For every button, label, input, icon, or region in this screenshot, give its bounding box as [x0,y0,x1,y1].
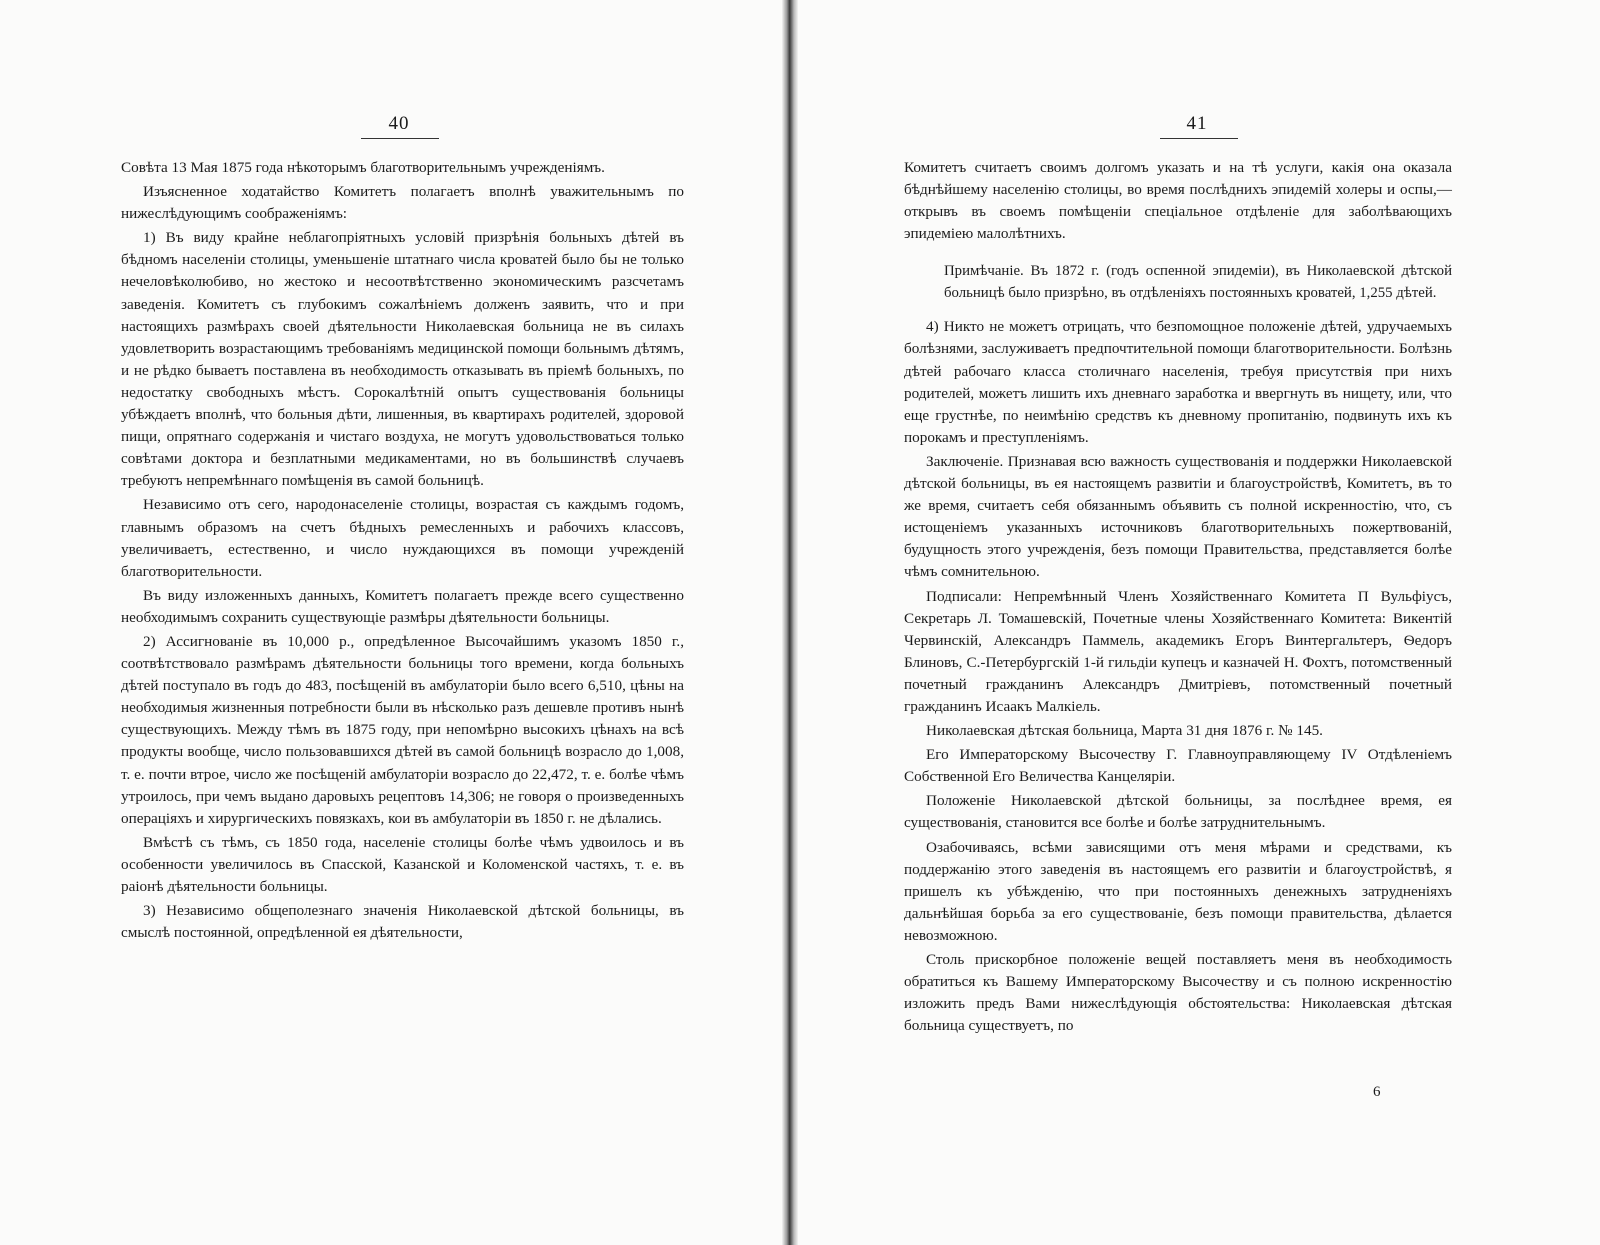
paragraph: Независимо отъ сего, народонаселеніе столицы, возрастая съ каждымъ годомъ, главнымъ образомъ на счетъ бѣдныхъ ремесленныхъ и рабочихъ классовъ, увеличиваетъ, естественно, и число нуждающихся въ помощи учрежденій благотворительности. [121,496,684,580]
paragraph: Положеніе Николаевской дѣтской больницы, за послѣднее время, ея существованія, становится все болѣе и болѣе затруднительнымъ. [904,792,1452,832]
right-page-text [904,157,1452,1039]
page-number-left: 40 [388,113,410,134]
signature-mark: 6 [1373,1084,1381,1100]
paragraph: Николаевская дѣтская больница, Марта 31 дня 1876 г. № 145. [926,722,1323,740]
page-number-right: 41 [1186,113,1208,134]
footnote-remark: Примѣчаніе. Въ 1872 г. (годъ оспенной эпидеміи), въ Николаевской дѣтской больницѣ было призрѣно, въ отдѣленіяхъ постоянныхъ кроватей, 1,255 дѣтей. [944,263,1452,301]
paragraph: Столь прискорбное положеніе вещей поставляетъ меня въ необходимость обратиться къ Вашему Императорскому Высочеству и съ полною искренностію изложить предъ Вами нижеслѣдующія обстоятельства: Николаевская дѣтская больница существуетъ, по [904,951,1452,1035]
paragraph: Подписали: Непремѣнный Членъ Хозяйственнаго Комитета П Вульфіусъ, Секретарь Л. Томашевскій, Почетные члены Хозяйственнаго Комитета: Викентій Червинскій, Александръ Паммель, академикъ Егоръ Винтергальтеръ, Ѳедоръ Блиновъ, С.-Петербургскій 1-й гильдіи купецъ и казначей Н. Фохтъ, потомственный почетный гражданинъ Александръ Дмитріевъ, потомственный почетный гражданинъ Исаакъ Малкіель. [904,587,1452,715]
paragraph: Вмѣстѣ съ тѣмъ, съ 1850 года, населеніе столицы болѣе чѣмъ удвоилось и въ особенности увеличилось въ Спасской, Казанской и Коломенской частяхъ, т. е. въ раіонѣ дѣятельности больницы. [121,833,684,895]
paragraph: Въ виду изложенныхъ данныхъ, Комитетъ полагаетъ прежде всего существенно необходимымъ сохранить существующіе размѣры дѣятельности больницы. [121,586,684,626]
page-number-rule-left [361,138,439,139]
paragraph: 4) Никто не можетъ отрицать, что безпомощное положеніе дѣтей, удручаемыхъ болѣзнями, заслуживаетъ предпочтительной помощи благотворительности. Болѣзнь дѣтей рабочаго класса столичнаго населенія, требуя присутствія при нихъ родителей, можетъ лишить ихъ дневнаго заработка и ввергнуть въ нищету, или, что еще грустнѣе, по неимѣнію средствъ къ дневному пропитанію, подвинуть ихъ къ порокамъ и преступленіямъ. [904,318,1452,446]
paragraph: Его Императорскому Высочеству Г. Главноуправляющему IV Отдѣленіемъ Собственной Его Величества Канцеляріи. [904,746,1452,786]
paragraph: Озабочиваясь, всѣми зависящими отъ меня мѣрами и средствами, къ поддержанію этого заведенія въ настоящемъ его развитіи и благоустройствѣ, я пришелъ къ убѣжденію, что при постоянныхъ денежныхъ затрудненіяхъ дальнѣйшая борьба за его существованіе, безъ помощи правительства, дѣлается невозможною. [904,838,1452,944]
left-page [0,0,782,1245]
paragraph: Заключеніе. Признавая всю важность существованія и поддержки Николаевской дѣтской больницы, въ ея настоящемъ развитіи и благоустройствѣ, Комитетъ, въ то же время, считаетъ себя обязаннымъ объявить съ полной искренностію, что, съ истощеніемъ указанныхъ источниковъ благотворительныхъ пожертвованій, будущность этого учрежденія, безъ помощи Правительства, представляется болѣе чѣмъ сомнительною. [904,452,1452,581]
paragraph: 3) Независимо общеполезнаго значенія Николаевской дѣтской больницы, въ смыслѣ постоянной, опредѣленной ея дѣятельности, [121,902,684,942]
page-number-rule-right [1160,138,1238,139]
left-page-text [121,157,684,946]
book-gutter [782,0,798,1245]
paragraph: Изъясненное ходатайство Комитетъ полагаетъ вполнѣ уважительнымъ по нижеслѣдующимъ соображеніямъ: [121,183,684,223]
right-page [798,0,1600,1245]
paragraph: 2) Ассигнованіе въ 10,000 р., опредѣленное Высочайшимъ указомъ 1850 г., соотвѣтствовало размѣрамъ дѣятельности больницы того времени, когда больныхъ дѣтей поступало въ годъ до 483, посѣщеній въ амбулаторіи было всего 6,510, цѣны на необходимыя жизненныя потребности были въ нѣсколько разъ дешевле противъ нынѣ существующихъ. Между тѣмъ въ 1875 году, при непомѣрно высокихъ цѣнахъ на всѣ продукты вообще, число пользовавшихся дѣтей въ самой больницѣ возрасло до 1,008, т. е. почти втрое, число же посѣщеній амбулаторіи возрасло до 22,472, т. е. болѣе чѣмъ утроилось, при чемъ выдано даровыхъ рецептовъ 14,306; не говоря о произведенныхъ операціяхъ и хирургическихъ повязкахъ, кои въ амбулаторіи въ 1850 г. не дѣлались. [121,632,684,827]
paragraph: Совѣта 13 Мая 1875 года нѣкоторымъ благотворительнымъ учрежденіямъ. [121,159,605,176]
paragraph: Комитетъ считаетъ своимъ долгомъ указать и на тѣ услуги, какія она оказала бѣднѣйшему населенію столицы, во время послѣднихъ эпидемій холеры и оспы,—открывъ въ своемъ помѣщеніи спеціальное отдѣленіе для заболѣвающихъ эпидеміею малолѣтнихъ. [904,159,1452,243]
paragraph: 1) Въ виду крайне неблагопріятныхъ условій призрѣнія больныхъ дѣтей въ бѣдномъ населеніи столицы, уменьшеніе штатнаго числа кроватей было бы не только нечеловѣколюбиво, но жестоко и несоотвѣтственно экономическимъ разсчетамъ заведенія. Комитетъ съ глубокимъ сожалѣніемъ долженъ заявить, что и при настоящихъ размѣрахъ своей дѣятельности Николаевская больница не въ силахъ удовлетворить возрастающимъ требованіямъ медицинской помощи больнымъ дѣтямъ, и не рѣдко бываетъ поставлена въ необходимость отказывать въ пріемѣ больныхъ, по недостатку свободныхъ мѣстъ. Сорокалѣтній опытъ существованія больницы убѣждаетъ вполнѣ, что больныя дѣти, лишенныя, въ квартирахъ родителей, здоровой пищи, опрятнаго содержанія и чистаго воздуха, не могутъ удовольствоваться только совѣтами доктора и безплатными медикаментами, но въ большинствѣ случаевъ требуютъ непремѣннаго помѣщенія въ самой больницѣ. [121,229,684,490]
